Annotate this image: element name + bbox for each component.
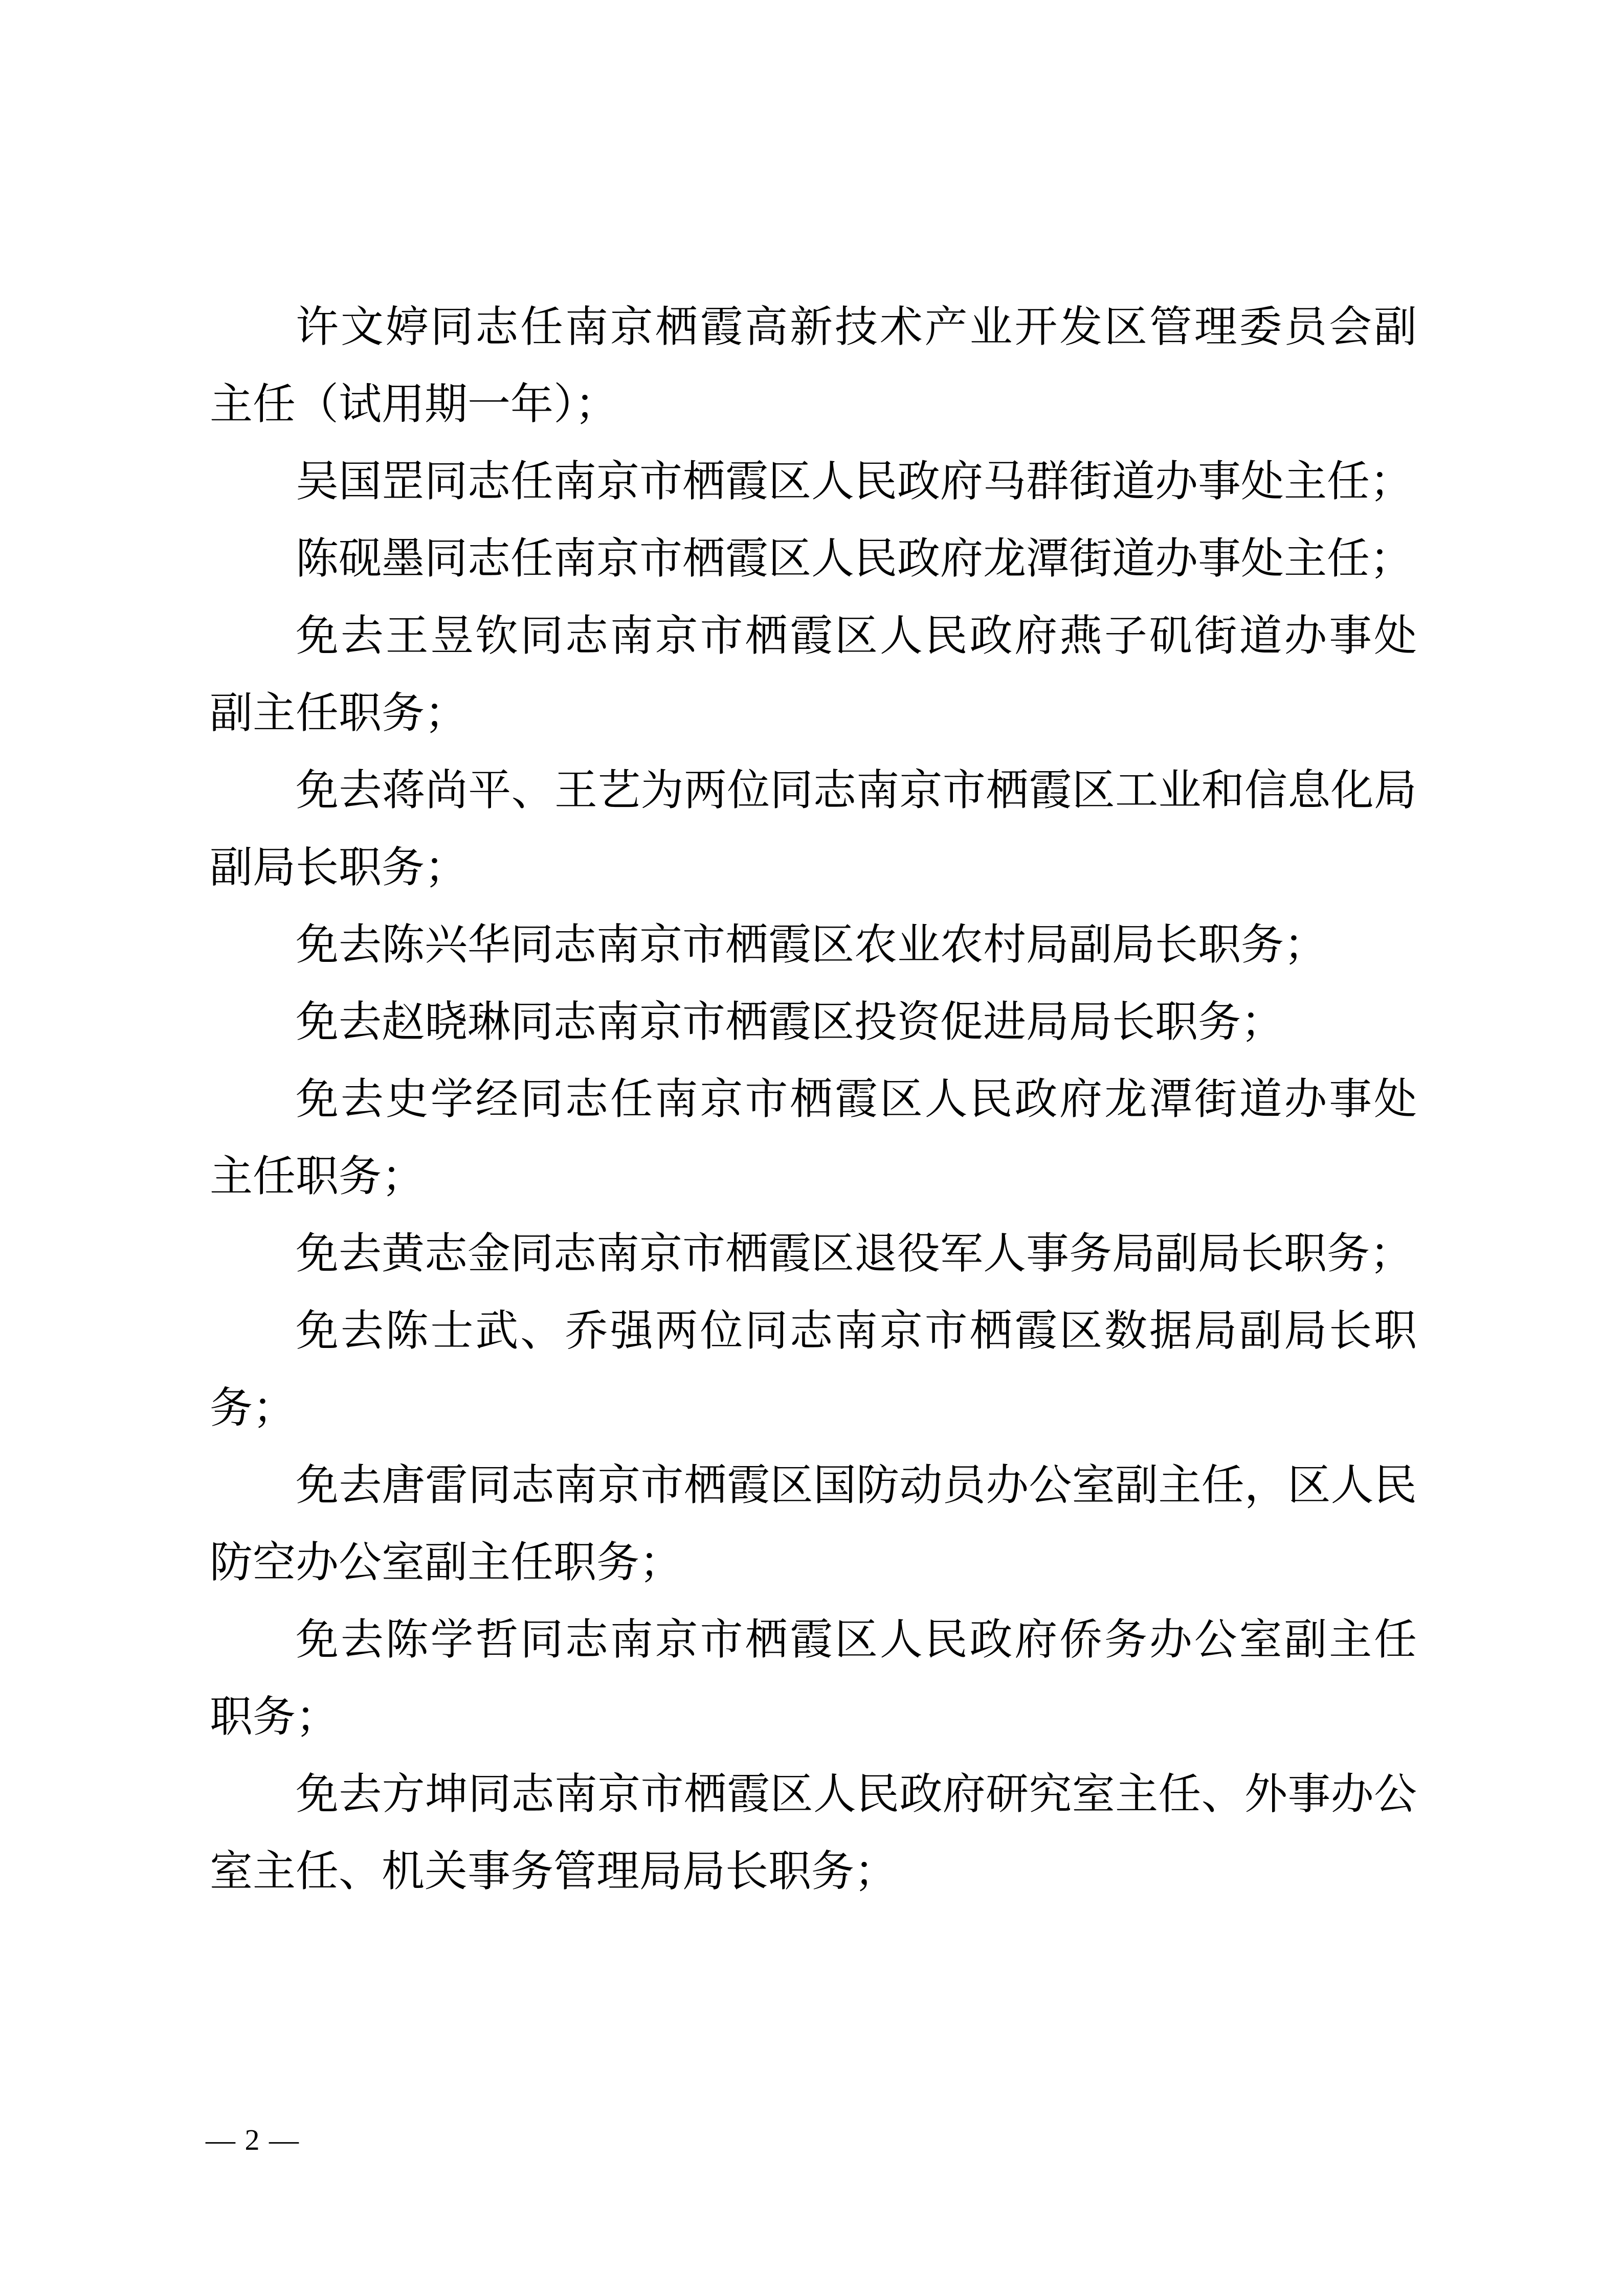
text-line: 主任职务； <box>210 1153 425 1201</box>
text-line: 免去方坤同志南京市栖霞区人民政府研究室主任、外事办公 <box>296 1771 1417 1818</box>
text-line: 室主任、机关事务管理局局长职务； <box>210 1848 898 1896</box>
text-line: 免去史学经同志任南京市栖霞区人民政府龙潭街道办事处 <box>296 1076 1417 1123</box>
text-line: 陈砚墨同志任南京市栖霞区人民政府龙潭街道办事处主任； <box>296 535 1413 583</box>
text-line: 免去蒋尚平、王艺为两位同志南京市栖霞区工业和信息化局 <box>296 767 1417 815</box>
document-body <box>210 289 1417 1910</box>
text-line: 免去黄志金同志南京市栖霞区退役军人事务局副局长职务； <box>296 1230 1413 1278</box>
text-line: 职务； <box>210 1694 339 1741</box>
page-number: — 2 — <box>206 2123 300 2156</box>
text-line: 许文婷同志任南京栖霞高新技术产业开发区管理委员会副 <box>296 304 1417 351</box>
text-line: 免去陈学哲同志南京市栖霞区人民政府侨务办公室副主任 <box>296 1616 1417 1664</box>
text-line: 免去唐雷同志南京市栖霞区国防动员办公室副主任，区人民 <box>296 1462 1417 1510</box>
text-line: 副主任职务； <box>210 690 468 737</box>
text-line: 免去王昱钦同志南京市栖霞区人民政府燕子矶街道办事处 <box>296 613 1417 660</box>
text-line: 免去赵晓琳同志南京市栖霞区投资促进局局长职务； <box>296 999 1284 1046</box>
text-line: 免去陈兴华同志南京市栖霞区农业农村局副局长职务； <box>296 921 1327 969</box>
text-line: 吴国罡同志任南京市栖霞区人民政府马群街道办事处主任； <box>296 458 1413 506</box>
text-line: 防空办公室副主任职务； <box>210 1539 683 1587</box>
text-line: 副局长职务； <box>210 844 468 892</box>
text-line: 免去陈士武、乔强两位同志南京市栖霞区数据局副局长职 <box>296 1308 1417 1355</box>
text-line: 务； <box>210 1385 296 1432</box>
text-line: 主任（试用期一年）； <box>210 381 618 429</box>
page-footer <box>206 2122 300 2158</box>
